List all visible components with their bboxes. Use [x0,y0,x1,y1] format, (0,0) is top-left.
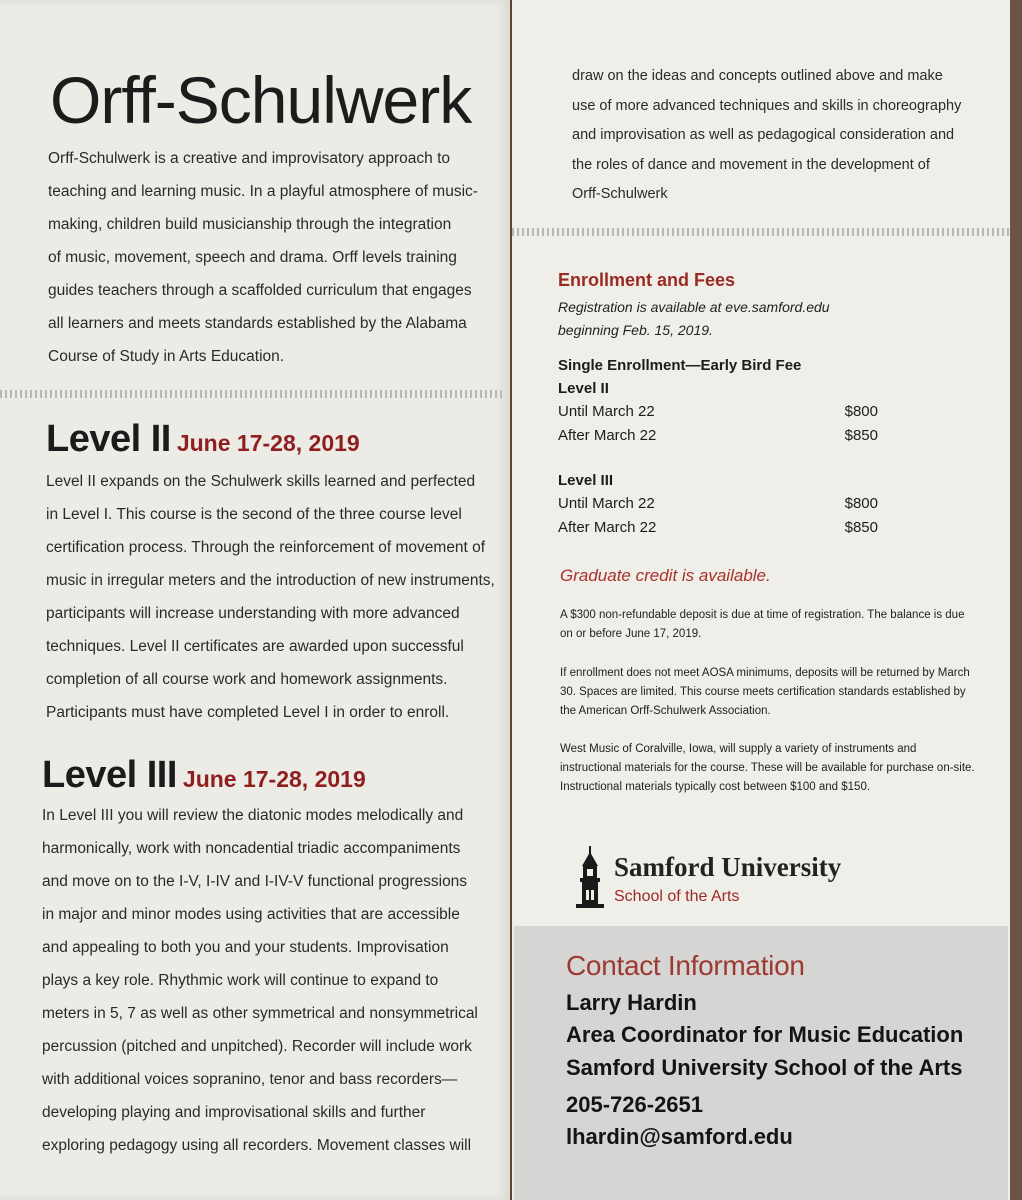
level3-line: in major and minor modes using activities that are accessible [42,906,460,923]
level2-line: techniques. Level II certificates are awarded upon successful [46,638,464,655]
minimums-note [560,664,980,721]
deposit-note [560,606,980,644]
intro-line: Course of Study in Arts Education. [48,348,285,365]
level3-heading [42,754,366,797]
left-panel [0,0,510,1200]
perforation-line [512,228,1010,236]
fee-amount: $800 [844,403,878,420]
minimums-line: the American Orff-Schulwerk Association. [560,705,771,717]
materials-note [560,740,980,797]
registration-note-line: beginning Feb. 15, 2019. [558,322,713,338]
background-edge [1010,0,1022,1200]
fee-label: Until March 22 [558,495,655,512]
level2-line: music in irregular meters and the introduction of new instruments, [46,572,495,589]
perforation-line [0,390,505,398]
contact-email: lhardin@samford.edu [566,1124,793,1149]
continuation-line: the roles of dance and movement in the development of [572,156,930,173]
contact-name: Larry Hardin [566,990,697,1015]
intro-line: all learners and meets standards established by the Alabama [48,315,467,332]
level3-title: Level III [42,754,177,796]
bell-tower-icon [572,846,608,910]
fee-row [558,516,878,540]
graduate-credit-note: Graduate credit is available. [560,566,771,585]
fee-row [558,400,878,424]
registration-note [558,296,830,342]
contact-organization: Samford University School of the Arts [566,1055,963,1080]
contact-role: Area Coordinator for Music Education [566,1022,964,1047]
fee-label: Until March 22 [558,403,655,420]
level2-title: Level II [46,418,171,460]
contact-phone: 205-726-2651 [566,1092,704,1117]
intro-line: making, children build musicianship through the integration [48,216,452,233]
fee-amount: $800 [844,495,878,512]
level2-line: Level II expands on the Schulwerk skills learned and perfected [46,473,476,490]
intro-line: teaching and learning music. In a playful atmosphere of music- [48,183,478,200]
intro-paragraph [48,142,478,373]
level2-paragraph [46,465,495,729]
fee-level-name: Level III [558,472,614,489]
materials-line: Instructional materials typically cost between $100 and $150. [560,781,871,793]
level2-heading [46,418,360,461]
level2-line: participants will increase understanding with more advanced [46,605,460,622]
level2-line: certification process. Through the reinforcement of movement of [46,539,486,556]
continuation-line: Orff-Schulwerk [572,186,668,202]
logo-subtitle: School of the Arts [614,888,740,905]
intro-line: Orff-Schulwerk is a creative and improvisatory approach to [48,150,451,167]
intro-line: guides teachers through a scaffolded curriculum that engages [48,282,472,299]
fee-label: After March 22 [558,427,657,444]
level3-dates: June 17-28, 2019 [182,766,366,792]
level2-line: Participants must have completed Level I in order to enroll. [46,704,450,721]
fee-level-name: Level II [558,380,609,397]
enrollment-title: Enrollment and Fees [558,270,736,290]
level3-line: with additional voices sopranino, tenor and bass recorders— [42,1071,458,1088]
deposit-line: on or before June 17, 2019. [560,628,702,640]
level3-line: and move on to the I-V, I-IV and I-IV-V functional progressions [42,873,468,890]
fee-row [558,492,878,516]
materials-line: instructional materials for the course. These will be available for purchase on-site. [560,762,975,774]
minimums-line: 30. Spaces are limited. This course meets certification standards established by [560,686,966,698]
level3-line: In Level III you will review the diatonic modes melodically and [42,807,464,824]
continuation-line: use of more advanced techniques and skills in choreography [572,97,962,114]
intro-line: of music, movement, speech and drama. Orff levels training [48,249,457,266]
continuation-line: draw on the ideas and concepts outlined above and make [572,68,943,84]
fee-amount: $850 [844,427,878,444]
minimums-line: If enrollment does not meet AOSA minimums, deposits will be returned by March [560,667,970,679]
page-title: Orff-Schulwerk [50,63,472,137]
level3-line: meters in 5, 7 as well as other symmetrical and nonsymmetrical [42,1005,478,1022]
materials-line: West Music of Coralville, Iowa, will supply a variety of instruments and [560,743,917,755]
contact-title: Contact Information [566,950,805,981]
contact-box [514,926,1008,1200]
level3-paragraph [42,799,478,1162]
fee-heading: Single Enrollment—Early Bird Fee [558,357,802,374]
level3-line: percussion (pitched and unpitched). Recorder will include work [42,1038,472,1055]
level3-line: exploring pedagogy using all recorders. Movement classes will [42,1137,472,1154]
continuation-paragraph [572,62,961,210]
level3-line: developing playing and improvisational skills and further [42,1104,426,1121]
fee-table-level3 [558,469,878,540]
logo-name: Samford University [614,852,842,882]
fee-row [558,424,878,448]
continuation-line: and improvisation as well as pedagogical consideration and [572,127,955,143]
level2-line: in Level I. This course is the second of the three course level [46,506,462,523]
fee-table-level2 [558,354,878,448]
samford-logo [572,846,902,910]
fee-amount: $850 [844,519,878,536]
deposit-line: A $300 non-refundable deposit is due at time of registration. The balance is due [560,609,965,621]
level3-line: harmonically, work with noncadential triadic accompaniments [42,840,461,857]
fee-label: After March 22 [558,519,657,536]
level3-line: plays a key role. Rhythmic work will continue to expand to [42,972,439,989]
registration-note-line: Registration is available at eve.samford.edu [558,299,830,315]
level2-dates: June 17-28, 2019 [176,430,360,456]
level2-line: completion of all course work and homework assignments. [46,671,448,688]
level3-line: and appealing to both you and your students. Improvisation [42,939,449,956]
